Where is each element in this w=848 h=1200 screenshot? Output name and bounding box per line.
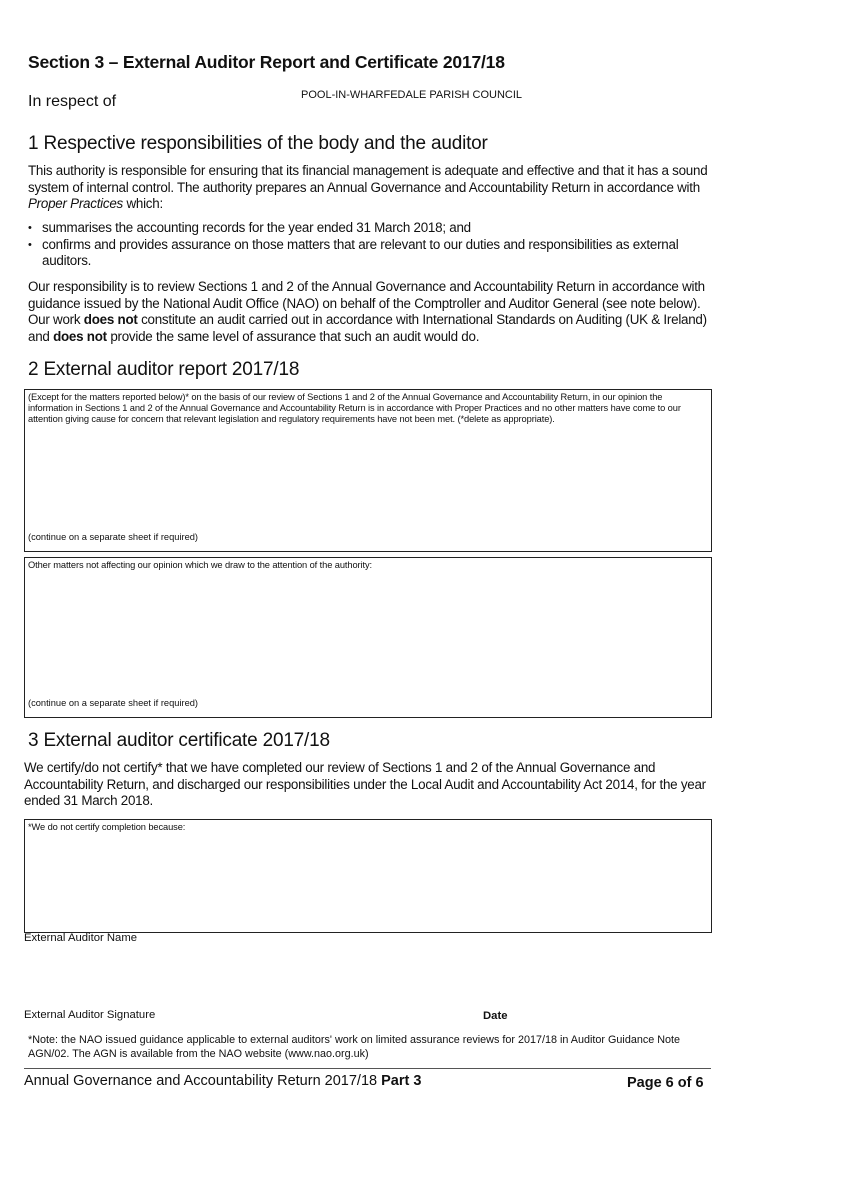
other-matters-text: Other matters not affecting our opinion which we draw to the attention of the authority: [28,560,372,570]
continue-note: (continue on a separate sheet if required) [28,532,199,542]
not-certify-text: *We do not certify completion because: [28,822,186,832]
proper-practices-italic: Proper Practices [28,196,123,211]
section1-heading: 1 Respective responsibilities of the body and the auditor [28,133,488,154]
does-not-bold: does not [83,312,138,327]
does-not-bold: does not [53,328,107,344]
section2-heading: 2 External auditor report 2017/18 [28,359,300,380]
footer-divider [24,1068,711,1069]
auditor-name-label: External Auditor Name [24,932,138,944]
date-label: Date [483,1010,508,1022]
section1-bullet-list [28,220,718,270]
footer-title-text: Annual Governance and Accountability Return 2017/18 [24,1073,382,1089]
section1-paragraph1 [28,163,718,213]
para1-text-end: which: [122,196,163,211]
section1-paragraph2 [28,279,723,345]
footer-title [24,1073,421,1089]
other-matters-box[interactable] [24,557,712,718]
auditor-report-text: (Except for the matters reported below)* on the basis of our review of Sections 1 and 2 of the Annual Governance and Accountability Return, in our opinion the information in Sections 1 and 2 of the Annual Governance and Accountability Return is in accordance with Proper Practices and no other matters have come to our attention giving cause for concern that relevant legislation and regulatory requirements have not been met. (*delete as appropriate). [28,392,681,424]
para2-text: Our responsibility is to review Sections 1 and 2 of the Annual Governance and Accountability Return in accordance with guidance issued by the National Audit Office (NAO) on behalf of the Comptroller and Auditor General (see note below). Our work [28,279,705,327]
para1-text: This authority is responsible for ensuring that its financial management is adequate and effective and that it has a sound system of internal control. The authority prepares an Annual Governance and Accountability Return in accordance with [28,163,708,195]
bullet-item: • summarises the accounting records for the year ended 31 March 2018; and [28,220,718,237]
page-number: Page 6 of 6 [627,1075,704,1091]
not-certify-box[interactable] [24,819,712,933]
footer-part-label: Part 3 [381,1073,422,1089]
certificate-paragraph: We certify/do not certify* that we have completed our review of Sections 1 and 2 of the Annual Governance and Accountability Return, and discharged our responsibilities under the Local Audit and Accountability Act 2014, for the year ended 31 March 2018. [24,760,706,808]
auditor-signature-label: External Auditor Signature [24,1009,156,1021]
para2-text-mid: constitute an audit carried out in accordance with International Standards on Auditing (UK & Ireland) and [28,312,707,344]
auditor-report-box[interactable] [24,389,712,552]
section3-heading: 3 External auditor certificate 2017/18 [28,730,330,751]
document-title: Section 3 – External Auditor Report and Certificate 2017/18 [28,52,505,72]
para2-text-end: provide the same level of assurance that such an audit would do. [106,328,480,344]
council-name: POOL-IN-WHARFEDALE PARISH COUNCIL [301,89,523,101]
bullet-item: • confirms and provides assurance on those matters that are relevant to our duties and responsibilities as external auditors. [28,237,718,270]
continue-note: (continue on a separate sheet if required) [28,698,199,708]
in-respect-of-label: In respect of [28,93,117,110]
nao-note: *Note: the NAO issued guidance applicable to external auditors' work on limited assurance reviews for 2017/18 in Auditor Guidance Note AGN/02. The AGN is available from the NAO website (www.nao.org.uk) [28,1034,681,1060]
